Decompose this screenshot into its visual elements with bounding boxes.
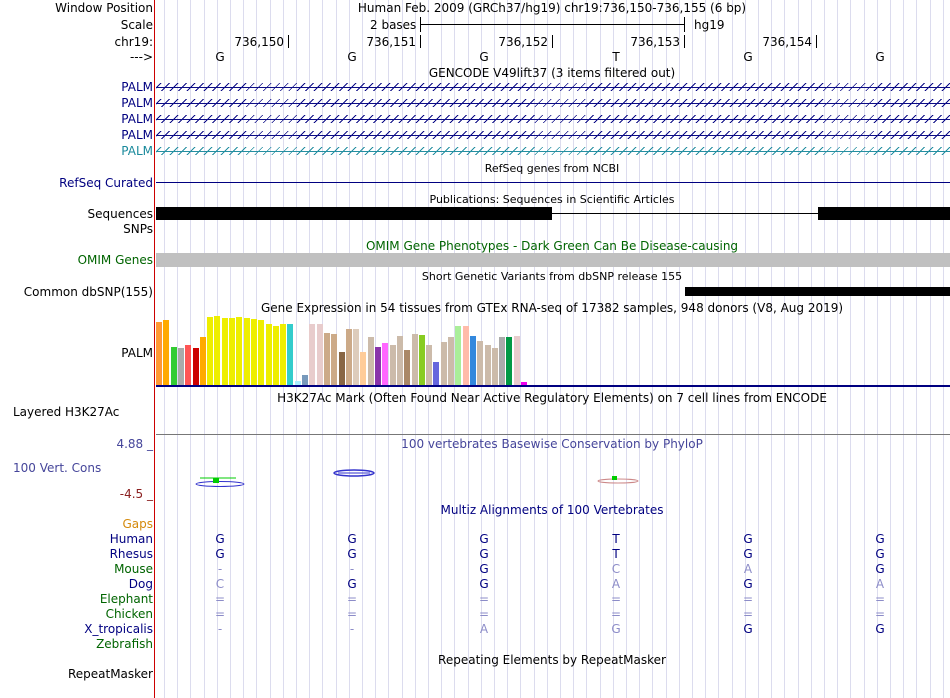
species-base: G	[743, 577, 753, 591]
scale-bar-right-tick	[684, 17, 685, 32]
species-base: G	[743, 622, 753, 636]
gtex-tissue-bar[interactable]	[178, 348, 184, 385]
gencode-row-label[interactable]: PALM	[121, 112, 153, 126]
species-base: G	[215, 532, 225, 546]
publications-sequences-label[interactable]: Sequences	[87, 207, 153, 221]
reference-base: G	[347, 50, 357, 64]
gtex-tissue-bar[interactable]	[470, 336, 476, 385]
species-base: A	[875, 577, 885, 591]
species-base: G	[875, 562, 885, 576]
gtex-tissue-bar[interactable]	[477, 341, 483, 385]
gencode-transcript-arrows[interactable]	[156, 115, 950, 123]
gtex-tissue-bar[interactable]	[353, 329, 359, 385]
species-base: A	[743, 562, 753, 576]
gtex-tissue-bar[interactable]	[485, 345, 491, 385]
gtex-tissue-bar[interactable]	[244, 318, 250, 385]
species-base: G	[479, 562, 489, 576]
species-base: C	[215, 577, 225, 591]
gtex-tissue-bar[interactable]	[492, 348, 498, 385]
species-base: G	[875, 622, 885, 636]
dbsnp-track-title[interactable]: Short Genetic Variants from dbSNP release 155	[421, 270, 683, 283]
gtex-track-title[interactable]: Gene Expression in 54 tissues from GTEx RNA-seq of 17382 samples, 948 donors (V8, Aug 2019)	[260, 301, 844, 315]
reference-base: T	[612, 50, 620, 64]
scale-label: Scale	[120, 18, 153, 32]
repeatmasker-track-label[interactable]: RepeatMasker	[67, 667, 153, 681]
species-label[interactable]: Human	[109, 532, 153, 546]
gtex-tissue-bar[interactable]	[506, 337, 512, 385]
gtex-tissue-bar[interactable]	[331, 334, 337, 385]
position-label: 736,150	[234, 35, 284, 49]
reference-base: G	[479, 50, 489, 64]
species-base: G	[215, 547, 225, 561]
species-base: -	[349, 562, 355, 576]
position-label: 736,153	[630, 35, 680, 49]
phylop-glyph-3	[598, 479, 638, 483]
gtex-tissue-bar[interactable]	[185, 345, 191, 385]
species-base: G	[611, 622, 621, 636]
gencode-transcript-arrows[interactable]	[156, 131, 950, 139]
strand-label: --->	[129, 50, 153, 64]
gtex-tissue-bar[interactable]	[156, 322, 162, 385]
phylop-wiggle[interactable]	[156, 458, 950, 498]
species-base: C	[611, 562, 621, 576]
gtex-tissue-bar[interactable]	[390, 345, 396, 385]
scale-bar	[420, 24, 684, 25]
species-label[interactable]: Zebrafish	[96, 637, 153, 651]
scale-value: 2 bases	[370, 18, 417, 32]
gtex-baseline	[156, 385, 950, 387]
species-base: -	[217, 562, 223, 576]
species-base: T	[612, 547, 620, 561]
multiz-gaps-label[interactable]: Gaps	[122, 517, 153, 531]
species-base: =	[346, 607, 358, 621]
gtex-tissue-bar[interactable]	[280, 324, 286, 385]
gtex-tissue-bar[interactable]	[514, 336, 520, 385]
gencode-row-label[interactable]: PALM	[121, 96, 153, 110]
gtex-tissue-bar[interactable]	[273, 326, 279, 385]
position-label: 736,152	[498, 35, 548, 49]
species-base: A	[479, 622, 489, 636]
gtex-tissue-bar[interactable]	[287, 324, 293, 385]
gtex-tissue-bar[interactable]	[163, 320, 169, 385]
species-base: G	[743, 547, 753, 561]
gtex-tissue-bar[interactable]	[455, 326, 461, 385]
species-base: =	[478, 592, 490, 606]
reference-base: G	[743, 50, 753, 64]
position-label: 736,151	[366, 35, 416, 49]
gtex-tissue-bar[interactable]	[309, 324, 315, 385]
species-base: A	[611, 577, 621, 591]
reference-base: G	[215, 50, 225, 64]
gtex-tissue-bar[interactable]	[463, 326, 469, 385]
multiz-track-title[interactable]: Multiz Alignments of 100 Vertebrates	[440, 503, 664, 517]
gtex-tissue-bar[interactable]	[346, 329, 352, 385]
gtex-tissue-bar[interactable]	[419, 335, 425, 385]
species-label[interactable]: Elephant	[99, 592, 153, 606]
species-base: -	[217, 622, 223, 636]
h3k27ac-baseline	[156, 434, 950, 435]
species-base: =	[478, 607, 490, 621]
species-base: G	[347, 577, 357, 591]
position-tick	[552, 35, 553, 48]
label-column-divider	[154, 0, 155, 698]
position-tick	[684, 35, 685, 48]
gtex-tissue-bar[interactable]	[360, 352, 366, 385]
species-base: =	[214, 592, 226, 606]
gtex-tissue-bar[interactable]	[236, 317, 242, 385]
publication-feature-block-2[interactable]	[818, 207, 950, 220]
phylop-glyph-3-hit	[612, 476, 617, 480]
species-base: =	[874, 607, 886, 621]
gtex-tissue-bar[interactable]	[448, 337, 454, 385]
gtex-tissue-bar[interactable]	[222, 318, 228, 385]
species-base: G	[347, 547, 357, 561]
refseq-feature-line[interactable]	[156, 182, 950, 183]
position-tick	[288, 35, 289, 48]
species-base: =	[874, 592, 886, 606]
species-base: G	[479, 577, 489, 591]
reference-base: G	[875, 50, 885, 64]
phylop-glyph-1	[196, 482, 244, 487]
gtex-tissue-bar[interactable]	[426, 345, 432, 385]
gtex-track-label[interactable]: PALM	[121, 346, 153, 360]
gtex-tissue-bar[interactable]	[200, 337, 206, 385]
gtex-tissue-bar[interactable]	[499, 337, 505, 385]
phylop-glyph-1-hit	[213, 478, 219, 483]
gtex-tissue-bar[interactable]	[368, 337, 374, 385]
gencode-transcript-arrows[interactable]	[156, 99, 950, 107]
gtex-tissue-bar[interactable]	[324, 333, 330, 385]
scale-bar-left-tick	[420, 17, 421, 32]
species-label[interactable]: Mouse	[114, 562, 153, 576]
window-position-value: Human Feb. 2009 (GRCh37/hg19) chr19:736,150-736,155 (6 bp)	[357, 1, 747, 15]
scale-assembly: hg19	[694, 18, 725, 32]
species-base: G	[479, 547, 489, 561]
omim-feature-block[interactable]	[156, 253, 950, 267]
gtex-tissue-bar[interactable]	[441, 342, 447, 385]
dbsnp-feature-block[interactable]	[685, 287, 950, 296]
gtex-tissue-bar[interactable]	[229, 318, 235, 385]
publication-feature-block-1[interactable]	[156, 207, 552, 220]
species-base: -	[349, 622, 355, 636]
h3k27ac-track-label[interactable]: Layered H3K27Ac	[13, 405, 120, 419]
gencode-row-label[interactable]: PALM	[121, 128, 153, 142]
gtex-tissue-bar[interactable]	[317, 324, 323, 385]
species-base: G	[743, 532, 753, 546]
gtex-tissue-bar[interactable]	[266, 324, 272, 385]
phylop-max-label: 4.88 _	[116, 437, 153, 451]
phylop-track-label[interactable]: 100 Vert. Cons	[13, 461, 102, 475]
window-position-label: Window Position	[55, 1, 153, 15]
position-tick	[420, 35, 421, 48]
gtex-tissue-bar[interactable]	[375, 347, 381, 385]
species-base: T	[612, 532, 620, 546]
species-base: =	[610, 592, 622, 606]
species-base: =	[214, 607, 226, 621]
species-base: =	[742, 592, 754, 606]
gtex-bar-chart[interactable]	[156, 316, 536, 385]
species-label[interactable]: X_tropicalis	[84, 622, 153, 636]
species-label[interactable]: Chicken	[105, 607, 153, 621]
publications-snps-label[interactable]: SNPs	[123, 222, 153, 236]
species-base: G	[347, 532, 357, 546]
species-base: =	[742, 607, 754, 621]
species-base: =	[346, 592, 358, 606]
gtex-tissue-bar[interactable]	[339, 352, 345, 385]
gtex-tissue-bar[interactable]	[382, 343, 388, 385]
gtex-tissue-bar[interactable]	[193, 348, 199, 385]
gtex-tissue-bar[interactable]	[412, 334, 418, 385]
gtex-tissue-bar[interactable]	[404, 350, 410, 385]
gtex-tissue-bar[interactable]	[397, 336, 403, 385]
publications-track-title[interactable]: Publications: Sequences in Scientific Articles	[429, 193, 675, 206]
species-label[interactable]: Dog	[128, 577, 153, 591]
h3k27ac-track-title[interactable]: H3K27Ac Mark (Often Found Near Active Regulatory Elements) on 7 cell lines from ENCODE	[277, 391, 827, 405]
gtex-tissue-bar[interactable]	[302, 375, 308, 385]
gencode-transcript-arrows[interactable]	[156, 83, 950, 91]
phylop-track-title[interactable]: 100 vertebrates Basewise Conservation by PhyloP	[401, 437, 703, 451]
gtex-tissue-bar[interactable]	[171, 347, 177, 385]
species-base: G	[875, 547, 885, 561]
position-tick	[816, 35, 817, 48]
gencode-track-title[interactable]: GENCODE V49lift37 (3 items filtered out)	[428, 66, 676, 80]
omim-track-label[interactable]: OMIM Genes	[77, 253, 153, 267]
chrom-label: chr19:	[114, 35, 153, 49]
refseq-track-title[interactable]: RefSeq genes from NCBI	[484, 162, 620, 175]
gtex-tissue-bar[interactable]	[258, 320, 264, 385]
species-label[interactable]: Rhesus	[109, 547, 153, 561]
gtex-tissue-bar[interactable]	[207, 317, 213, 385]
gencode-row-label[interactable]: PALM	[121, 80, 153, 94]
refseq-track-label[interactable]: RefSeq Curated	[59, 176, 153, 190]
gencode-row-label[interactable]: PALM	[121, 144, 153, 158]
phylop-min-label: -4.5 _	[119, 487, 153, 501]
gencode-transcript-arrows[interactable]	[156, 147, 950, 155]
publication-feature-intron[interactable]	[552, 213, 818, 214]
gtex-tissue-bar[interactable]	[251, 319, 257, 385]
dbsnp-track-label[interactable]: Common dbSNP(155)	[23, 285, 153, 299]
position-label: 736,154	[762, 35, 812, 49]
repeatmasker-track-title[interactable]: Repeating Elements by RepeatMasker	[438, 653, 666, 667]
omim-track-title[interactable]: OMIM Gene Phenotypes - Dark Green Can Be Disease-causing	[365, 239, 739, 253]
gtex-tissue-bar[interactable]	[214, 316, 220, 385]
species-base: =	[610, 607, 622, 621]
species-base: G	[479, 532, 489, 546]
species-base: G	[875, 532, 885, 546]
gtex-tissue-bar[interactable]	[433, 362, 439, 385]
